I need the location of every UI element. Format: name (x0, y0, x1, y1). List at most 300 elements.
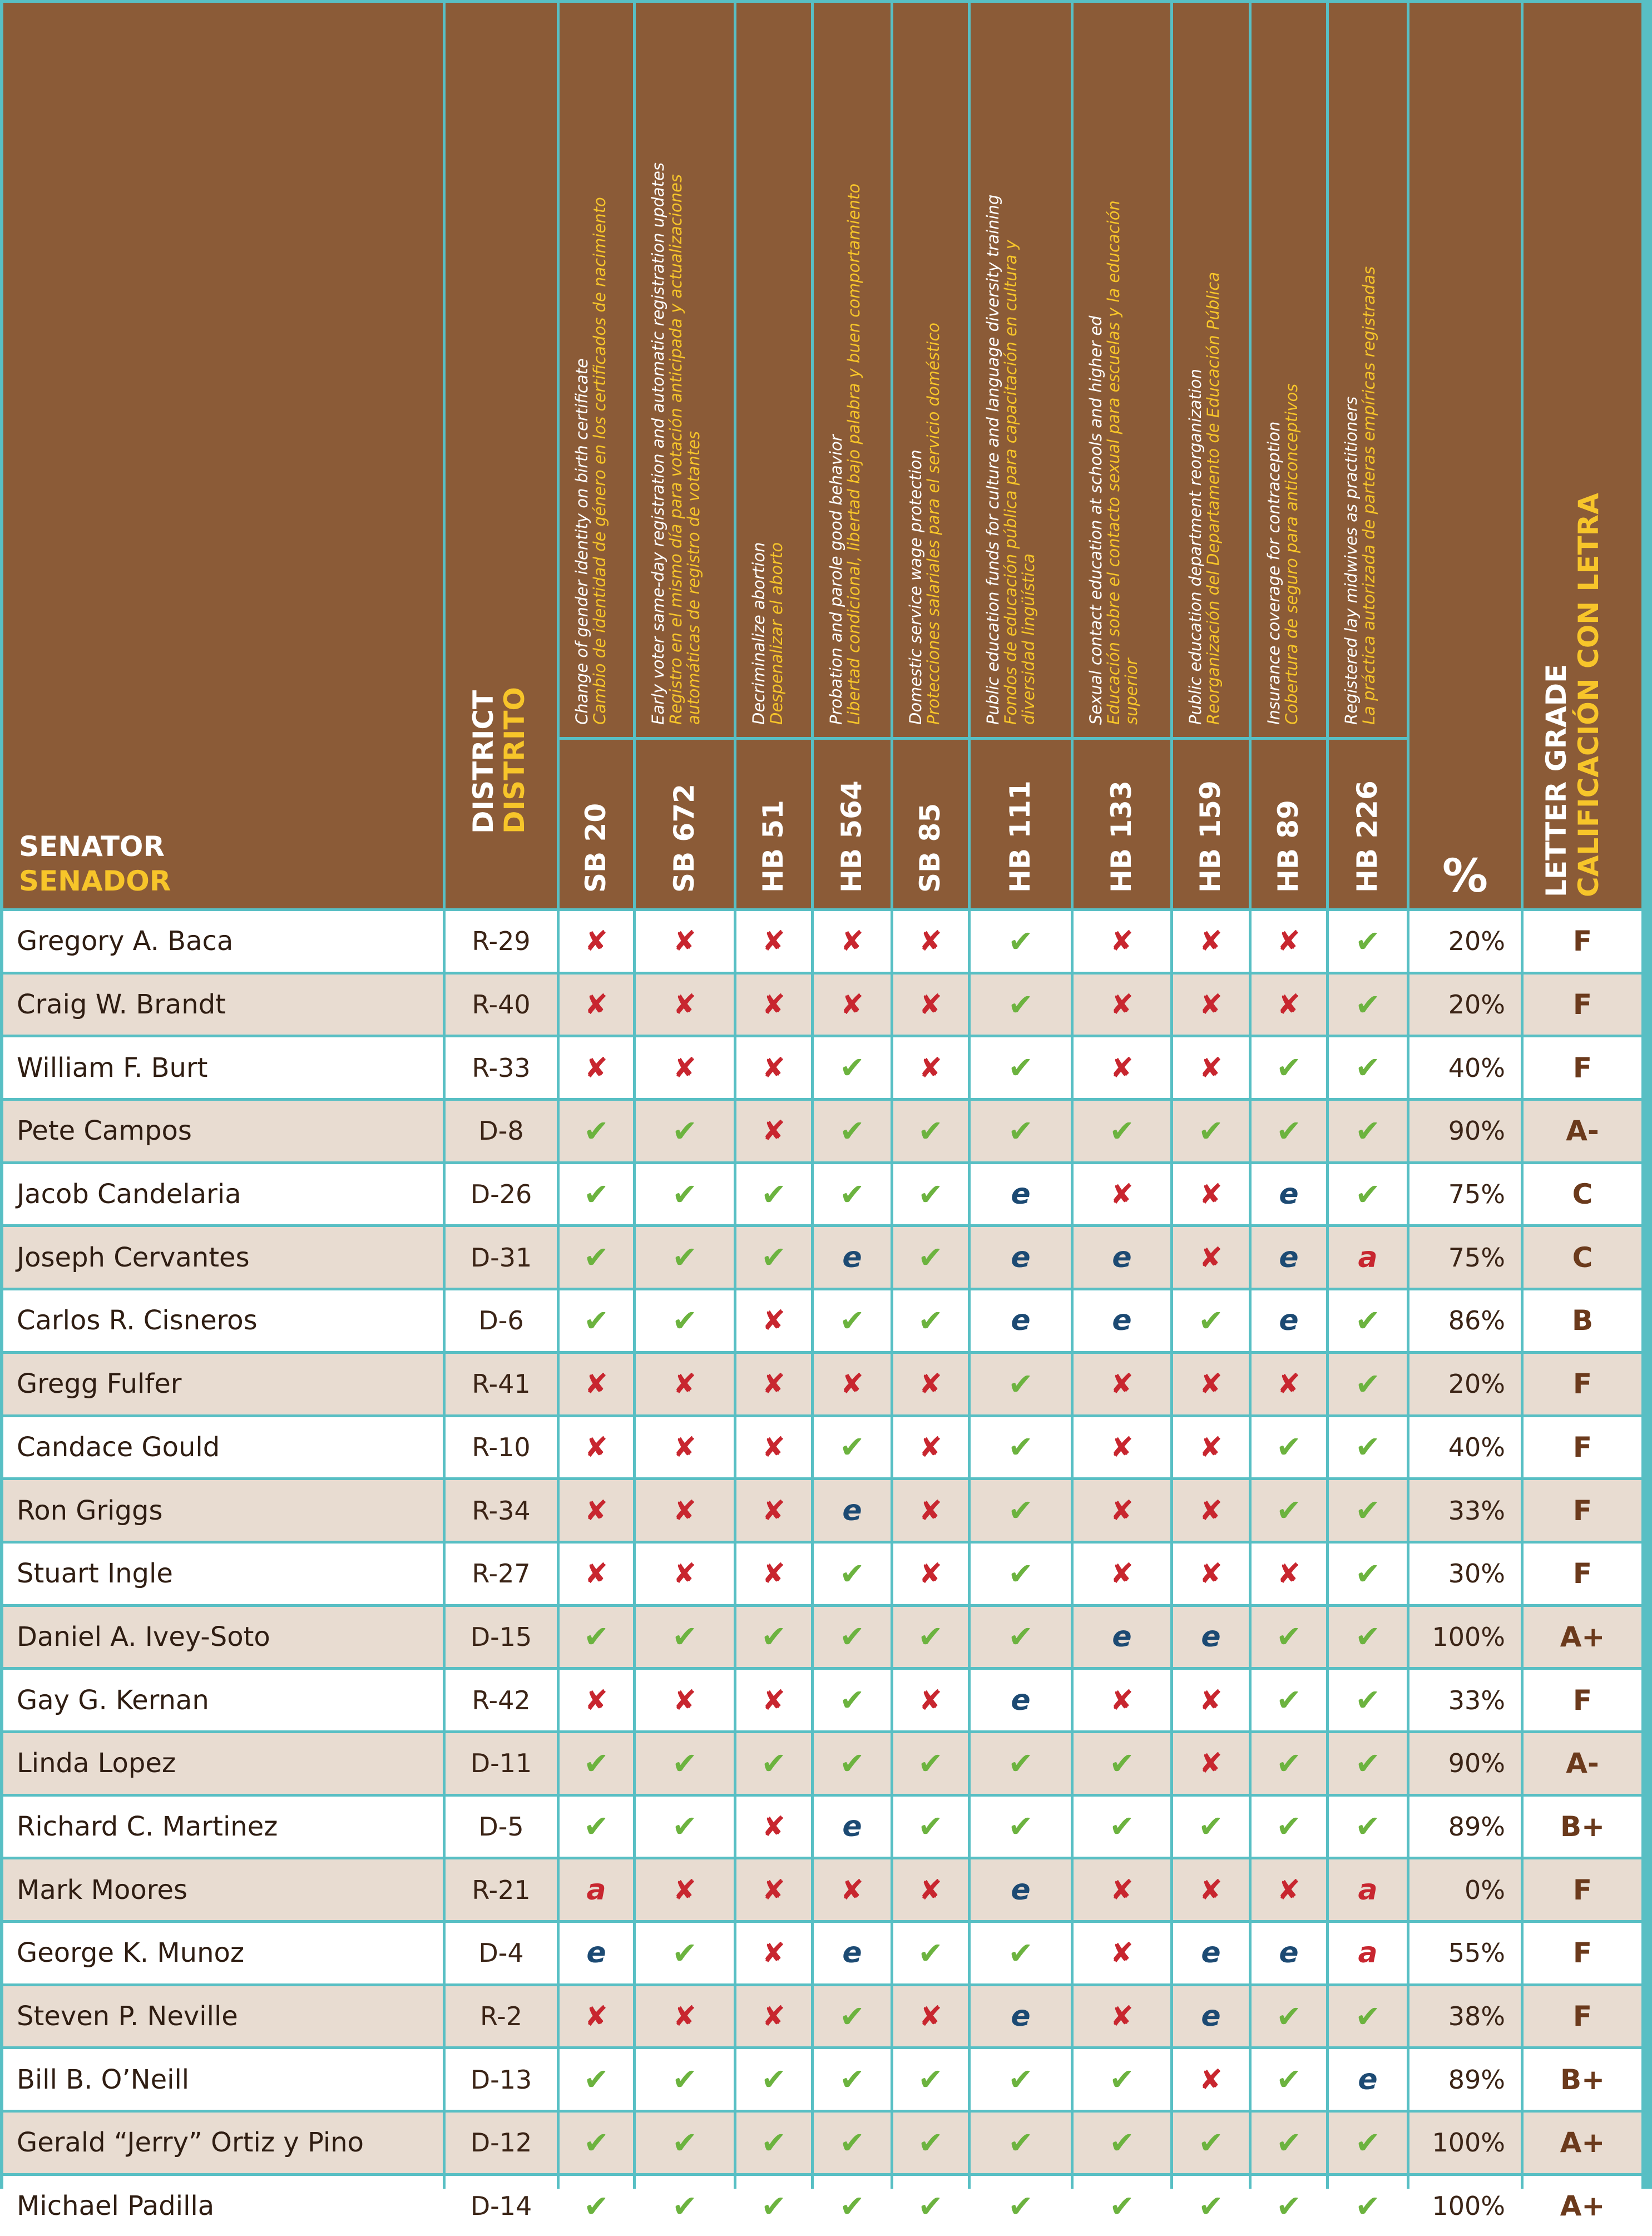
excused-mark: e (1279, 1178, 1299, 1211)
cross-icon: ✘ (1199, 925, 1223, 958)
vote-cell (736, 2113, 811, 2173)
grade-cell: F (1524, 1354, 1641, 1414)
vote-cell (893, 1797, 968, 1857)
vote-cell (560, 1923, 633, 1983)
vote-cell (1074, 1544, 1170, 1604)
cross-icon: ✘ (919, 1051, 942, 1084)
vote-cell (893, 1354, 968, 1414)
percent-header-label: % (1442, 850, 1488, 903)
cross-icon: ✘ (1110, 2000, 1134, 2033)
cross-icon: ✘ (585, 1557, 608, 1590)
check-icon: ✔ (672, 1303, 698, 1338)
check-icon: ✔ (1109, 1745, 1135, 1781)
vote-cell (560, 2176, 633, 2236)
vote-cell (1329, 1354, 1407, 1414)
vote-cell (893, 1227, 968, 1288)
percent-column-header (1409, 3, 1521, 908)
percent-cell: 89% (1409, 2049, 1521, 2110)
vote-cell (893, 2176, 968, 2236)
bill-code-label: HB 111 (1004, 780, 1036, 893)
check-icon: ✔ (1276, 1493, 1302, 1528)
percent-cell: 40% (1409, 1037, 1521, 1098)
check-icon: ✔ (1198, 2125, 1224, 2160)
vote-cell (1173, 1417, 1249, 1478)
bill-code-label: HB 159 (1194, 780, 1226, 893)
vote-cell (1173, 1290, 1249, 1351)
header-divider (636, 737, 734, 740)
check-icon: ✔ (1355, 1745, 1381, 1781)
vote-cell (814, 1417, 891, 1478)
vote-cell (971, 1607, 1071, 1668)
check-icon: ✔ (1008, 923, 1033, 959)
check-icon: ✔ (918, 2188, 943, 2224)
senator-name: George K. Munoz (3, 1923, 443, 1983)
vote-cell (560, 1354, 633, 1414)
percent-cell: 40% (1409, 1417, 1521, 1478)
percent-cell: 0% (1409, 1859, 1521, 1920)
senator-name: Jacob Candelaria (3, 1164, 443, 1225)
vote-cell (814, 1480, 891, 1541)
vote-cell (636, 2176, 734, 2236)
check-icon: ✔ (839, 1176, 865, 1212)
check-icon: ✔ (1276, 1619, 1302, 1655)
vote-cell (971, 1354, 1071, 1414)
cross-icon: ✘ (1110, 925, 1134, 958)
cross-icon: ✘ (762, 1051, 785, 1084)
vote-cell (1173, 1164, 1249, 1225)
grade-cell: B+ (1524, 1797, 1641, 1857)
check-icon: ✔ (1109, 2188, 1135, 2224)
excused-mark: e (1201, 2000, 1221, 2034)
vote-cell (636, 1354, 734, 1414)
cross-icon: ✘ (919, 1494, 942, 1527)
vote-cell (636, 1797, 734, 1857)
header-divider (814, 737, 891, 740)
check-icon: ✔ (1008, 1745, 1033, 1781)
cross-icon: ✘ (585, 925, 608, 958)
check-icon: ✔ (761, 1745, 787, 1781)
senator-name: Craig W. Brandt (3, 974, 443, 1035)
vote-cell (1173, 974, 1249, 1035)
grade-cell: B+ (1524, 2049, 1641, 2110)
vote-cell (971, 1480, 1071, 1541)
bill-description-es: La práctica autorizada de parteras empíricas registradas (1359, 266, 1378, 725)
vote-cell (893, 1037, 968, 1098)
check-icon: ✔ (672, 2125, 698, 2160)
check-icon: ✔ (583, 1176, 609, 1212)
vote-cell (560, 1607, 633, 1668)
cross-icon: ✘ (762, 988, 785, 1021)
vote-cell (893, 1607, 968, 1668)
vote-cell (560, 1037, 633, 1098)
vote-cell (1252, 1797, 1326, 1857)
check-icon: ✔ (839, 1556, 865, 1591)
district-cell: R-42 (446, 1670, 557, 1730)
senator-name: Mark Moores (3, 1859, 443, 1920)
grade-cell: F (1524, 1544, 1641, 1604)
vote-cell (636, 1037, 734, 1098)
check-icon: ✔ (761, 2062, 787, 2098)
district-header-en: DISTRICT (467, 690, 499, 834)
absent-mark: a (586, 1873, 606, 1907)
cross-icon: ✘ (1110, 1557, 1134, 1590)
senator-name: Candace Gould (3, 1417, 443, 1478)
check-icon: ✔ (1109, 1809, 1135, 1844)
cross-icon: ✘ (1199, 1051, 1223, 1084)
vote-cell (1329, 1101, 1407, 1161)
vote-cell (971, 1037, 1071, 1098)
vote-cell (1329, 1670, 1407, 1730)
bill-description-es: Protecciones salariales para el servicio doméstico (924, 322, 943, 725)
bill-column-header (1252, 3, 1326, 908)
check-icon: ✔ (1008, 1493, 1033, 1528)
vote-cell (1074, 1986, 1170, 2047)
vote-cell (1252, 1923, 1326, 1983)
vote-cell (814, 1227, 891, 1288)
check-icon: ✔ (1008, 1366, 1033, 1402)
check-icon: ✔ (1008, 1050, 1033, 1086)
vote-cell (971, 1544, 1071, 1604)
cross-icon: ✘ (762, 1494, 785, 1527)
cross-icon: ✘ (1110, 1368, 1134, 1401)
cross-icon: ✘ (840, 988, 864, 1021)
excused-mark: e (1011, 1240, 1031, 1274)
district-cell: R-10 (446, 1417, 557, 1478)
vote-cell (1329, 1417, 1407, 1478)
senator-name: Richard C. Martinez (3, 1797, 443, 1857)
check-icon: ✔ (583, 2062, 609, 2098)
vote-cell (1074, 911, 1170, 972)
vote-cell (636, 1417, 734, 1478)
percent-cell: 100% (1409, 2176, 1521, 2236)
vote-cell (814, 1101, 891, 1161)
excused-mark: e (1112, 1620, 1132, 1654)
vote-cell (1329, 2176, 1407, 2236)
senator-header-en: SENATOR (19, 830, 165, 863)
vote-cell (560, 2113, 633, 2173)
vote-cell (1173, 2176, 1249, 2236)
senator-name: Bill B. O’Neill (3, 2049, 443, 2110)
district-column-header (446, 3, 557, 908)
cross-icon: ✘ (762, 2000, 785, 2033)
vote-cell (1252, 1986, 1326, 2047)
cross-icon: ✘ (762, 1557, 785, 1590)
senator-column-header (3, 3, 443, 908)
senator-name: Steven P. Neville (3, 1986, 443, 2047)
check-icon: ✔ (1008, 2188, 1033, 2224)
cross-icon: ✘ (1277, 1368, 1300, 1401)
grade-cell: F (1524, 1480, 1641, 1541)
vote-cell (971, 1986, 1071, 2047)
vote-cell (814, 1607, 891, 1668)
absent-mark: a (1358, 1240, 1378, 1274)
vote-cell (1173, 1733, 1249, 1794)
vote-cell (1329, 2113, 1407, 2173)
check-icon: ✔ (918, 1303, 943, 1338)
check-icon: ✔ (918, 1619, 943, 1655)
grade-cell: A+ (1524, 1607, 1641, 1668)
vote-cell (1074, 1290, 1170, 1351)
cross-icon: ✘ (673, 1557, 696, 1590)
check-icon: ✔ (1198, 1809, 1224, 1844)
bill-column-header (736, 3, 811, 908)
vote-cell (1252, 1670, 1326, 1730)
vote-cell (1173, 2049, 1249, 2110)
cross-icon: ✘ (1277, 988, 1300, 1021)
bill-description-en: Early voter same-day registration and automatic registration updates (649, 162, 667, 725)
vote-cell (1074, 1607, 1170, 1668)
vote-cell (736, 1923, 811, 1983)
vote-cell (560, 1480, 633, 1541)
bill-column-header (1329, 3, 1407, 908)
check-icon: ✔ (1198, 1113, 1224, 1149)
vote-cell (814, 1923, 891, 1983)
cross-icon: ✘ (1199, 1178, 1223, 1211)
senator-name: Linda Lopez (3, 1733, 443, 1794)
check-icon: ✔ (1276, 1745, 1302, 1781)
district-cell: R-33 (446, 1037, 557, 1098)
excused-mark: e (1279, 1240, 1299, 1274)
vote-cell (736, 1480, 811, 1541)
cross-icon: ✘ (762, 1684, 785, 1716)
senator-name: Ron Griggs (3, 1480, 443, 1541)
check-icon: ✔ (839, 1745, 865, 1781)
vote-cell (814, 2113, 891, 2173)
vote-cell (560, 1670, 633, 1730)
bill-description-es: Cambio de identidad de género en los certificados de nacimiento (590, 197, 609, 725)
check-icon: ✔ (918, 1935, 943, 1971)
vote-cell (814, 2176, 891, 2236)
vote-cell (1252, 1480, 1326, 1541)
bill-column-header (971, 3, 1071, 908)
check-icon: ✔ (1355, 1556, 1381, 1591)
check-icon: ✔ (583, 1303, 609, 1338)
check-icon: ✔ (672, 1176, 698, 1212)
cross-icon: ✘ (1277, 1557, 1300, 1590)
senator-name: Gay G. Kernan (3, 1670, 443, 1730)
check-icon: ✔ (1355, 1429, 1381, 1465)
vote-cell (971, 1101, 1071, 1161)
excused-mark: e (842, 1809, 862, 1843)
senator-name: Gregory A. Baca (3, 911, 443, 972)
vote-cell (971, 1797, 1071, 1857)
vote-cell (893, 1101, 968, 1161)
vote-cell (1074, 2176, 1170, 2236)
check-icon: ✔ (1276, 1809, 1302, 1844)
check-icon: ✔ (1355, 1303, 1381, 1338)
vote-cell (814, 1859, 891, 1920)
vote-cell (736, 974, 811, 1035)
district-cell: R-21 (446, 1859, 557, 1920)
district-cell: R-29 (446, 911, 557, 972)
bill-column-header (893, 3, 968, 908)
vote-cell (1074, 2113, 1170, 2173)
check-icon: ✔ (1355, 923, 1381, 959)
cross-icon: ✘ (840, 1873, 864, 1906)
grade-cell: F (1524, 1923, 1641, 1983)
cross-icon: ✘ (762, 1810, 785, 1843)
vote-cell (893, 1544, 968, 1604)
vote-cell (814, 911, 891, 972)
vote-cell (1074, 1797, 1170, 1857)
senator-name: Gregg Fulfer (3, 1354, 443, 1414)
check-icon: ✔ (672, 2062, 698, 2098)
district-header-es: DISTRITO (498, 687, 531, 834)
vote-cell (1252, 1859, 1326, 1920)
excused-mark: e (842, 1936, 862, 1970)
check-icon: ✔ (839, 1303, 865, 1338)
vote-cell (1173, 1101, 1249, 1161)
grade-cell: F (1524, 1037, 1641, 1098)
check-icon: ✔ (761, 2125, 787, 2160)
vote-cell (560, 1417, 633, 1478)
vote-cell (736, 1101, 811, 1161)
check-icon: ✔ (672, 1935, 698, 1971)
check-icon: ✔ (1355, 2188, 1381, 2224)
percent-cell: 89% (1409, 1797, 1521, 1857)
vote-cell (636, 1670, 734, 1730)
vote-cell (736, 1227, 811, 1288)
vote-cell (1074, 1164, 1170, 1225)
check-icon: ✔ (1276, 2188, 1302, 2224)
vote-cell (560, 1101, 633, 1161)
vote-cell (814, 1544, 891, 1604)
bill-description-es: Fondos de educación pública para capacitación en cultura y (1001, 240, 1020, 725)
cross-icon: ✘ (673, 1431, 696, 1463)
cross-icon: ✘ (1110, 988, 1134, 1021)
vote-cell (1252, 911, 1326, 972)
vote-cell (1074, 2049, 1170, 2110)
excused-mark: e (1279, 1936, 1299, 1970)
bill-description-es: Cobertura de seguro para anticonceptivos (1282, 383, 1301, 725)
percent-cell: 30% (1409, 1544, 1521, 1604)
vote-cell (1252, 2113, 1326, 2173)
vote-cell (893, 974, 968, 1035)
grade-cell: F (1524, 974, 1641, 1035)
check-icon: ✔ (1008, 1556, 1033, 1591)
check-icon: ✔ (918, 2062, 943, 2098)
percent-cell: 100% (1409, 2113, 1521, 2173)
cross-icon: ✘ (585, 988, 608, 1021)
cross-icon: ✘ (1110, 1051, 1134, 1084)
vote-cell (636, 1544, 734, 1604)
vote-cell (736, 1607, 811, 1668)
cross-icon: ✘ (1110, 1684, 1134, 1716)
cross-icon: ✘ (1199, 1431, 1223, 1463)
cross-icon: ✘ (585, 2000, 608, 2033)
check-icon: ✔ (1355, 1619, 1381, 1655)
check-icon: ✔ (1008, 1619, 1033, 1655)
bill-code-label: SB 20 (580, 803, 612, 893)
check-icon: ✔ (1008, 2062, 1033, 2098)
vote-cell (814, 974, 891, 1035)
excused-mark: e (1279, 1304, 1299, 1338)
vote-cell (971, 911, 1071, 972)
bill-description (649, 162, 703, 725)
check-icon: ✔ (839, 1429, 865, 1465)
bill-description (984, 195, 1037, 725)
senator-name: Joseph Cervantes (3, 1227, 443, 1288)
check-icon: ✔ (672, 1745, 698, 1781)
vote-cell (971, 1859, 1071, 1920)
cross-icon: ✘ (673, 1684, 696, 1716)
percent-cell: 75% (1409, 1227, 1521, 1288)
check-icon: ✔ (1355, 1493, 1381, 1528)
percent-cell: 75% (1409, 1164, 1521, 1225)
percent-cell: 90% (1409, 1101, 1521, 1161)
grade-cell: A- (1524, 1101, 1641, 1161)
vote-cell (1074, 1670, 1170, 1730)
vote-cell (736, 2176, 811, 2236)
vote-cell (1252, 1607, 1326, 1668)
check-icon: ✔ (672, 1619, 698, 1655)
grade-cell: A- (1524, 1733, 1641, 1794)
check-icon: ✔ (583, 2188, 609, 2224)
bill-code-label: HB 51 (757, 800, 789, 893)
vote-cell (560, 974, 633, 1035)
percent-cell: 33% (1409, 1480, 1521, 1541)
bill-description-en: Sexual contact education at schools and higher ed (1086, 315, 1105, 725)
vote-cell (736, 911, 811, 972)
grade-cell: F (1524, 1670, 1641, 1730)
cross-icon: ✘ (1110, 1937, 1134, 1970)
excused-mark: e (1112, 1304, 1132, 1338)
vote-cell (893, 1670, 968, 1730)
cross-icon: ✘ (919, 925, 942, 958)
cross-icon: ✘ (673, 1873, 696, 1906)
cross-icon: ✘ (673, 1494, 696, 1527)
vote-cell (1329, 2049, 1407, 2110)
bill-description-en: Insurance coverage for contraception (1264, 421, 1283, 725)
vote-cell (736, 1733, 811, 1794)
vote-cell (1173, 1607, 1249, 1668)
check-icon: ✔ (1109, 2062, 1135, 2098)
bill-description (1186, 272, 1222, 725)
vote-cell (1074, 1354, 1170, 1414)
cross-icon: ✘ (1199, 1494, 1223, 1527)
vote-cell (560, 1290, 633, 1351)
cross-icon: ✘ (1199, 1557, 1223, 1590)
cross-icon: ✘ (1110, 1494, 1134, 1527)
cross-icon: ✘ (585, 1051, 608, 1084)
check-icon: ✔ (583, 1809, 609, 1844)
cross-icon: ✘ (1199, 988, 1223, 1021)
vote-cell (971, 1923, 1071, 1983)
district-cell: D-14 (446, 2176, 557, 2236)
district-cell: R-34 (446, 1480, 557, 1541)
vote-cell (893, 1480, 968, 1541)
check-icon: ✔ (1198, 1303, 1224, 1338)
check-icon: ✔ (1276, 2125, 1302, 2160)
vote-cell (1252, 1544, 1326, 1604)
cross-icon: ✘ (919, 988, 942, 1021)
bill-description-en: Probation and parole good behavior (827, 434, 845, 725)
cross-icon: ✘ (919, 1431, 942, 1463)
vote-cell (1074, 1417, 1170, 1478)
excused-mark: e (1201, 1936, 1221, 1970)
grade-header-es: CALIFICACIÓN CON LETRA (1572, 493, 1605, 897)
check-icon: ✔ (839, 1050, 865, 1086)
vote-cell (1252, 1417, 1326, 1478)
cross-icon: ✘ (1199, 2063, 1223, 2096)
vote-cell (636, 1101, 734, 1161)
check-icon: ✔ (839, 2188, 865, 2224)
grade-cell: F (1524, 911, 1641, 972)
cross-icon: ✘ (919, 1557, 942, 1590)
check-icon: ✔ (1276, 1998, 1302, 2034)
vote-cell (1173, 1797, 1249, 1857)
cross-icon: ✘ (762, 1873, 785, 1906)
